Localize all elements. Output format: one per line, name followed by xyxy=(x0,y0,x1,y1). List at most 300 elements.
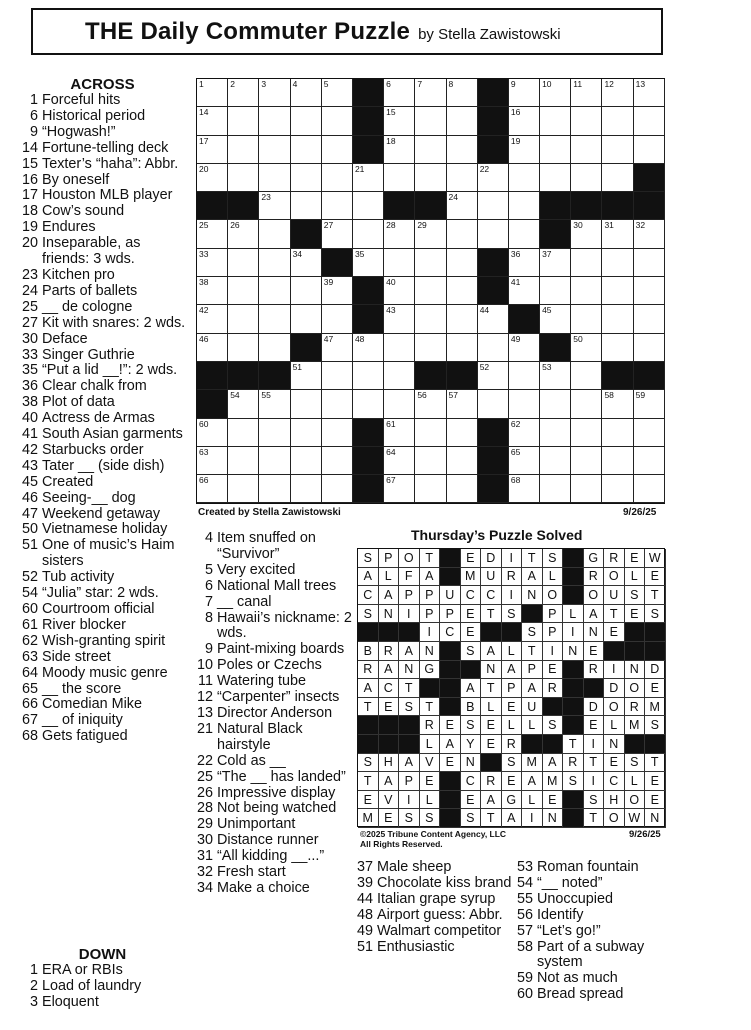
cell-number: 36 xyxy=(510,248,521,259)
grid-cell[interactable] xyxy=(259,220,290,248)
grid-cell[interactable] xyxy=(384,277,415,305)
grid-cell[interactable] xyxy=(602,277,633,305)
solution-cell: M xyxy=(625,716,646,735)
grid-cell[interactable] xyxy=(322,164,353,192)
grid-cell[interactable] xyxy=(322,362,353,390)
grid-cell[interactable] xyxy=(322,192,353,220)
grid-cell[interactable] xyxy=(353,220,384,248)
solution-black-square xyxy=(461,661,482,680)
solution-date: 9/26/25 xyxy=(629,829,661,840)
grid-cell[interactable] xyxy=(634,220,665,248)
clue-text: Texter’s “haha”: Abbr. xyxy=(42,155,179,172)
grid-cell[interactable] xyxy=(540,447,571,475)
clue xyxy=(512,924,672,940)
grid-cell[interactable] xyxy=(602,419,633,447)
grid-cell[interactable] xyxy=(322,305,353,333)
grid-cell[interactable] xyxy=(571,249,602,277)
grid-cell[interactable] xyxy=(478,192,509,220)
solution-cell: S xyxy=(625,586,646,605)
solution-cell: P xyxy=(420,586,441,605)
grid-cell[interactable] xyxy=(415,220,446,248)
clue xyxy=(192,817,352,833)
cell-number: 63 xyxy=(199,446,209,457)
clue-number: 36 xyxy=(21,378,38,395)
grid-cell[interactable] xyxy=(228,305,259,333)
grid-cell[interactable] xyxy=(478,334,509,362)
grid-cell[interactable] xyxy=(197,305,228,333)
grid-cell[interactable] xyxy=(540,136,571,164)
grid-cell[interactable] xyxy=(540,390,571,418)
grid-cell[interactable] xyxy=(415,79,446,107)
cell-number: 44 xyxy=(479,305,490,316)
solution-cell: P xyxy=(522,661,543,680)
solution-cell: N xyxy=(522,586,543,605)
grid-cell[interactable] xyxy=(197,107,228,135)
grid-cell[interactable] xyxy=(384,334,415,362)
solution-cell: S xyxy=(645,716,666,735)
grid-cell[interactable] xyxy=(509,107,540,135)
grid-cell[interactable] xyxy=(571,164,602,192)
grid-cell[interactable] xyxy=(353,164,384,192)
grid-cell[interactable] xyxy=(540,305,571,333)
grid-cell[interactable] xyxy=(447,220,478,248)
grid-cell[interactable] xyxy=(322,419,353,447)
grid-cell[interactable] xyxy=(602,305,633,333)
grid-cell[interactable] xyxy=(384,220,415,248)
solution-cell: M xyxy=(358,809,379,828)
grid-cell[interactable] xyxy=(509,277,540,305)
grid-cell[interactable] xyxy=(259,305,290,333)
grid-cell[interactable] xyxy=(571,475,602,503)
clue xyxy=(512,892,672,908)
clue-number: 62 xyxy=(21,632,38,649)
grid-cell[interactable] xyxy=(415,475,446,503)
grid-cell[interactable] xyxy=(447,305,478,333)
grid-cell[interactable] xyxy=(509,79,540,107)
clue-number: 43 xyxy=(21,457,38,474)
grid-cell[interactable] xyxy=(259,390,290,418)
solution-cell: S xyxy=(502,754,523,773)
grid-cell[interactable] xyxy=(478,390,509,418)
solution-cell: N xyxy=(379,605,400,624)
grid-cell[interactable] xyxy=(571,79,602,107)
grid-cell[interactable] xyxy=(322,277,353,305)
grid-cell[interactable] xyxy=(571,220,602,248)
cell-number: 45 xyxy=(542,305,552,316)
clue-text: Identify xyxy=(537,906,584,923)
grid-cell[interactable] xyxy=(228,334,259,362)
grid-cell[interactable] xyxy=(571,107,602,135)
grid-cell[interactable] xyxy=(415,447,446,475)
grid-cell[interactable] xyxy=(197,79,228,107)
grid-cell[interactable] xyxy=(540,419,571,447)
black-square xyxy=(259,362,290,390)
solution-cell: E xyxy=(645,772,666,791)
grid-cell[interactable] xyxy=(228,220,259,248)
grid-cell[interactable] xyxy=(259,79,290,107)
cell-number: 67 xyxy=(386,475,396,486)
solution-cell: T xyxy=(399,679,420,698)
grid-cell[interactable] xyxy=(384,305,415,333)
grid-cell[interactable] xyxy=(415,419,446,447)
black-square xyxy=(478,107,509,135)
grid-cell[interactable] xyxy=(384,107,415,135)
clue-text: Courtroom official xyxy=(42,601,155,617)
grid-cell[interactable] xyxy=(540,249,571,277)
solution-cell: E xyxy=(481,735,502,754)
grid-cell[interactable] xyxy=(415,107,446,135)
grid-cell[interactable] xyxy=(291,107,322,135)
grid-cell[interactable] xyxy=(602,107,633,135)
grid-cell[interactable] xyxy=(571,390,602,418)
grid-cell[interactable] xyxy=(602,136,633,164)
grid-cell[interactable] xyxy=(509,164,540,192)
solution-cell: R xyxy=(604,549,625,568)
grid-cell[interactable] xyxy=(228,447,259,475)
grid-cell[interactable] xyxy=(322,220,353,248)
grid-cell[interactable] xyxy=(602,164,633,192)
grid-cell[interactable] xyxy=(259,475,290,503)
grid-cell[interactable] xyxy=(291,164,322,192)
grid-cell[interactable] xyxy=(291,136,322,164)
clue-text: National Mall trees xyxy=(217,577,337,594)
grid-cell[interactable] xyxy=(634,390,665,418)
grid-cell[interactable] xyxy=(447,475,478,503)
clue-number: 67 xyxy=(21,712,38,729)
solution-cell: E xyxy=(584,716,605,735)
grid-cell[interactable] xyxy=(197,164,228,192)
clue-text: Hawaii’s nickname: 2 wds. xyxy=(217,609,352,642)
grid-cell[interactable] xyxy=(509,220,540,248)
grid-cell[interactable] xyxy=(228,390,259,418)
cell-number: 31 xyxy=(604,220,614,231)
solution-cell: A xyxy=(379,772,400,791)
grid-cell[interactable] xyxy=(322,107,353,135)
grid-cell[interactable] xyxy=(259,334,290,362)
grid-cell[interactable] xyxy=(634,419,665,447)
cell-number: 17 xyxy=(199,135,209,146)
clue-text: Item snuffed on “Survivor” xyxy=(217,530,316,562)
grid-cell[interactable] xyxy=(291,249,322,277)
solution-cell: S xyxy=(461,809,482,828)
grid-cell[interactable] xyxy=(540,475,571,503)
copyright xyxy=(360,829,506,849)
solution-cell: S xyxy=(461,642,482,661)
grid-cell[interactable] xyxy=(291,79,322,107)
grid-cell[interactable] xyxy=(478,164,509,192)
solution-cell: E xyxy=(379,809,400,828)
grid-cell[interactable] xyxy=(197,475,228,503)
down-clues-right-1 xyxy=(352,860,512,955)
grid-cell[interactable] xyxy=(540,277,571,305)
grid-cell[interactable] xyxy=(259,447,290,475)
cell-number: 37 xyxy=(542,248,552,259)
grid-cell[interactable] xyxy=(447,79,478,107)
grid-cell[interactable] xyxy=(228,419,259,447)
grid-cell[interactable] xyxy=(602,390,633,418)
grid-cell[interactable] xyxy=(447,334,478,362)
grid-cell[interactable] xyxy=(634,79,665,107)
grid-cell[interactable] xyxy=(322,390,353,418)
grid-cell[interactable] xyxy=(291,390,322,418)
grid-cell[interactable] xyxy=(291,447,322,475)
grid-cell[interactable] xyxy=(602,447,633,475)
clue-number: 16 xyxy=(21,171,38,188)
cell-number: 47 xyxy=(323,333,334,344)
solution-cell: S xyxy=(358,549,379,568)
grid-cell[interactable] xyxy=(291,419,322,447)
grid-cell[interactable] xyxy=(197,220,228,248)
grid-cell[interactable] xyxy=(447,390,478,418)
grid-cell[interactable] xyxy=(509,362,540,390)
clue xyxy=(15,570,190,586)
grid-cell[interactable] xyxy=(384,249,415,277)
solution-cell: I xyxy=(584,772,605,791)
grid-cell[interactable] xyxy=(447,192,478,220)
clue-text: Kitchen pro xyxy=(42,266,115,283)
black-square xyxy=(291,334,322,362)
grid-cell[interactable] xyxy=(509,334,540,362)
grid-cell[interactable] xyxy=(478,220,509,248)
grid-cell[interactable] xyxy=(634,305,665,333)
solution-cell: R xyxy=(543,679,564,698)
black-square xyxy=(478,277,509,305)
grid-cell[interactable] xyxy=(228,475,259,503)
grid-cell[interactable] xyxy=(228,107,259,135)
cell-number: 14 xyxy=(199,107,209,118)
solution-cell: I xyxy=(522,809,543,828)
grid-cell[interactable] xyxy=(322,136,353,164)
clue xyxy=(192,865,352,881)
grid-cell[interactable] xyxy=(228,249,259,277)
black-square xyxy=(228,192,259,220)
clue-number: 30 xyxy=(196,832,213,849)
clue-number: 50 xyxy=(21,521,38,538)
grid-cell[interactable] xyxy=(322,334,353,362)
grid-cell[interactable] xyxy=(447,136,478,164)
cell-number: 23 xyxy=(261,192,271,203)
solution-black-square xyxy=(522,605,543,624)
grid-cell[interactable] xyxy=(571,136,602,164)
grid-cell[interactable] xyxy=(571,305,602,333)
black-square xyxy=(478,79,509,107)
grid-cell[interactable] xyxy=(602,334,633,362)
clue-text: Not being watched xyxy=(217,800,337,817)
grid-cell[interactable] xyxy=(353,390,384,418)
grid-cell[interactable] xyxy=(415,305,446,333)
grid-cell[interactable] xyxy=(259,277,290,305)
grid-cell[interactable] xyxy=(509,136,540,164)
clue-number: 6 xyxy=(204,577,213,594)
solution-cell: E xyxy=(440,716,461,735)
grid-cell[interactable] xyxy=(228,79,259,107)
grid-cell[interactable] xyxy=(197,136,228,164)
cell-number: 56 xyxy=(417,390,427,401)
solution-cell: B xyxy=(358,642,379,661)
grid-cell[interactable] xyxy=(291,305,322,333)
clue xyxy=(15,348,190,364)
puzzle-title: THE Daily Commuter Puzzle xyxy=(85,17,411,45)
grid-cell[interactable] xyxy=(197,334,228,362)
grid-cell[interactable] xyxy=(415,390,446,418)
grid-cell[interactable] xyxy=(571,419,602,447)
grid-cell[interactable] xyxy=(634,334,665,362)
grid-cell[interactable] xyxy=(509,419,540,447)
grid-cell[interactable] xyxy=(509,447,540,475)
grid-cell[interactable] xyxy=(197,277,228,305)
solution-cell: C xyxy=(481,586,502,605)
grid-cell[interactable] xyxy=(259,164,290,192)
grid-cell[interactable] xyxy=(571,277,602,305)
clue xyxy=(192,690,352,706)
grid-cell[interactable] xyxy=(509,192,540,220)
grid-cell[interactable] xyxy=(291,475,322,503)
grid-cell[interactable] xyxy=(291,192,322,220)
clue xyxy=(192,849,352,865)
grid-cell[interactable] xyxy=(415,136,446,164)
grid-cell[interactable] xyxy=(384,362,415,390)
grid-cell[interactable] xyxy=(602,475,633,503)
solution-cell: C xyxy=(461,586,482,605)
grid-cell[interactable] xyxy=(634,447,665,475)
grid-cell[interactable] xyxy=(415,164,446,192)
grid-cell[interactable] xyxy=(384,79,415,107)
grid-cell[interactable] xyxy=(322,447,353,475)
clue xyxy=(192,642,352,658)
grid-cell[interactable] xyxy=(509,390,540,418)
grid-cell[interactable] xyxy=(602,249,633,277)
clue-number: 31 xyxy=(196,848,213,865)
grid-cell[interactable] xyxy=(259,192,290,220)
solution-cell: S xyxy=(399,809,420,828)
grid-cell[interactable] xyxy=(478,305,509,333)
grid-cell[interactable] xyxy=(353,334,384,362)
grid-cell[interactable] xyxy=(322,79,353,107)
grid-cell[interactable] xyxy=(197,419,228,447)
grid-cell[interactable] xyxy=(571,362,602,390)
clue-text: Weekend getaway xyxy=(42,505,161,522)
grid-cell[interactable] xyxy=(384,390,415,418)
grid-cell[interactable] xyxy=(540,107,571,135)
solution-cell: I xyxy=(502,549,523,568)
solution-cell: E xyxy=(379,698,400,717)
grid-cell[interactable] xyxy=(540,164,571,192)
grid-cell[interactable] xyxy=(602,79,633,107)
solution-black-square xyxy=(440,698,461,717)
grid-cell[interactable] xyxy=(571,334,602,362)
solution-cell: E xyxy=(481,716,502,735)
grid-cell[interactable] xyxy=(447,447,478,475)
grid-cell[interactable] xyxy=(259,107,290,135)
grid-cell[interactable] xyxy=(353,249,384,277)
cell-number: 65 xyxy=(510,446,521,457)
grid-cell[interactable] xyxy=(634,475,665,503)
grid-cell[interactable] xyxy=(415,249,446,277)
solution-cell: A xyxy=(522,568,543,587)
grid-cell[interactable] xyxy=(322,475,353,503)
solution-cell: Y xyxy=(461,735,482,754)
grid-cell[interactable] xyxy=(197,447,228,475)
grid-cell[interactable] xyxy=(478,362,509,390)
grid-cell[interactable] xyxy=(415,277,446,305)
solution-cell: W xyxy=(645,549,666,568)
grid-cell[interactable] xyxy=(447,249,478,277)
grid-cell[interactable] xyxy=(228,164,259,192)
solution-black-square xyxy=(563,698,584,717)
solution-cell: A xyxy=(481,791,502,810)
clue-text: Load of laundry xyxy=(42,977,142,994)
solution-cell: L xyxy=(563,605,584,624)
grid-cell[interactable] xyxy=(384,419,415,447)
solution-black-square xyxy=(440,642,461,661)
grid-cell[interactable] xyxy=(384,447,415,475)
solution-cell: O xyxy=(625,791,646,810)
cell-number: 43 xyxy=(386,305,396,316)
grid-cell[interactable] xyxy=(353,192,384,220)
grid-cell[interactable] xyxy=(291,277,322,305)
solution-cell: R xyxy=(379,642,400,661)
grid-cell[interactable] xyxy=(634,249,665,277)
clue-number: 22 xyxy=(196,752,213,769)
cell-number: 52 xyxy=(479,361,490,372)
grid-cell[interactable] xyxy=(259,136,290,164)
grid-cell[interactable] xyxy=(228,277,259,305)
grid-cell[interactable] xyxy=(634,277,665,305)
clue-number: 60 xyxy=(21,601,38,617)
grid-cell[interactable] xyxy=(509,249,540,277)
solution-cell: L xyxy=(481,698,502,717)
grid-cell[interactable] xyxy=(447,419,478,447)
clue-number: 32 xyxy=(196,864,213,881)
grid-cell[interactable] xyxy=(447,164,478,192)
grid-cell[interactable] xyxy=(353,362,384,390)
grid-cell[interactable] xyxy=(634,136,665,164)
grid-cell[interactable] xyxy=(197,249,228,277)
grid-cell[interactable] xyxy=(228,136,259,164)
grid-cell[interactable] xyxy=(447,277,478,305)
grid-cell[interactable] xyxy=(415,334,446,362)
clue-text: Endures xyxy=(42,219,96,236)
solution-cell: T xyxy=(645,586,666,605)
grid-cell[interactable] xyxy=(540,362,571,390)
grid-cell[interactable] xyxy=(447,107,478,135)
grid-cell[interactable] xyxy=(540,79,571,107)
solution-cell: S xyxy=(502,605,523,624)
grid-cell[interactable] xyxy=(291,362,322,390)
solution-cell: T xyxy=(563,735,584,754)
solution-black-square xyxy=(563,568,584,587)
solution-cell: O xyxy=(625,679,646,698)
grid-cell[interactable] xyxy=(384,475,415,503)
clue xyxy=(192,706,352,722)
grid-cell[interactable] xyxy=(571,447,602,475)
clue-number: 55 xyxy=(516,890,533,907)
grid-cell[interactable] xyxy=(259,419,290,447)
clue xyxy=(15,650,190,666)
clue-number: 9 xyxy=(29,123,38,140)
solution-cell: L xyxy=(502,642,523,661)
grid-cell[interactable] xyxy=(384,164,415,192)
clue-text: Part of a subway system xyxy=(537,938,645,971)
clue xyxy=(192,881,352,897)
grid-cell[interactable] xyxy=(634,107,665,135)
clue xyxy=(192,722,352,754)
solution-cell: I xyxy=(604,661,625,680)
grid-cell[interactable] xyxy=(384,136,415,164)
grid-cell[interactable] xyxy=(259,249,290,277)
grid-cell[interactable] xyxy=(602,220,633,248)
grid-cell[interactable] xyxy=(509,475,540,503)
